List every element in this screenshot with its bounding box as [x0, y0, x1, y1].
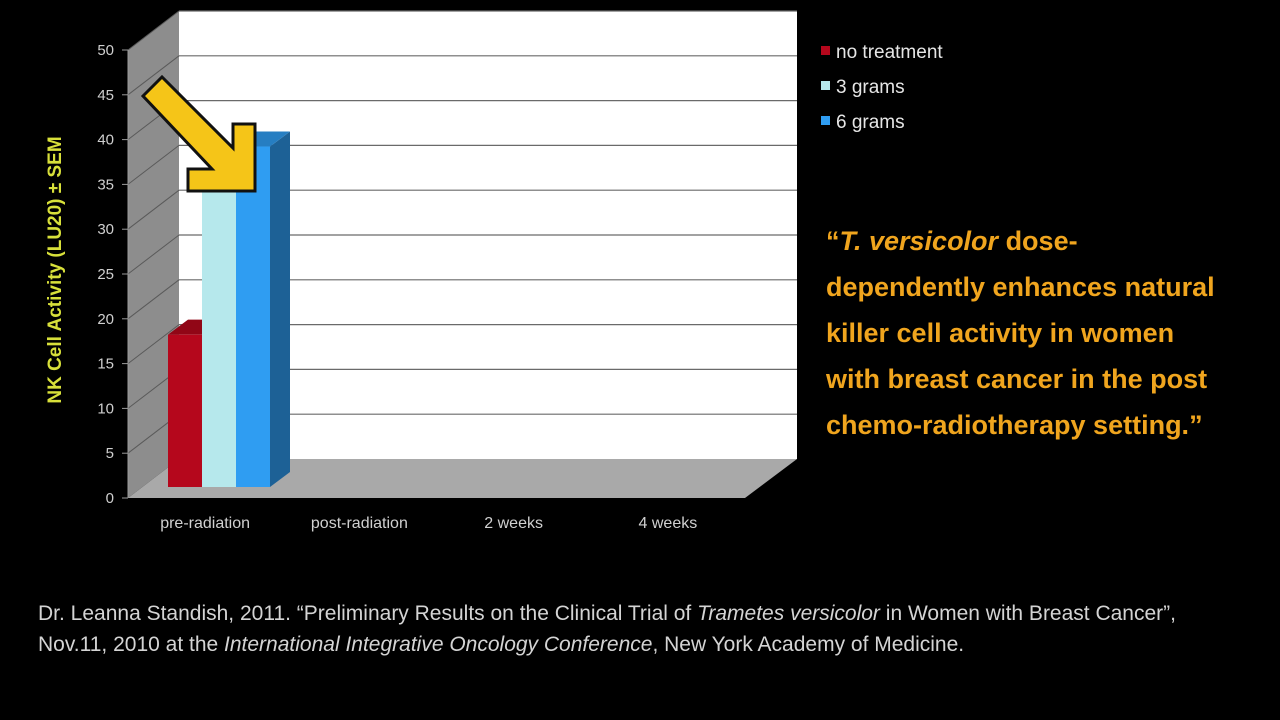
y-axis-label: NK Cell Activity (LU20) ± SEM	[45, 136, 66, 404]
bar-side	[270, 132, 290, 487]
quote-line-5: chemo-radiotherapy setting.”	[826, 410, 1203, 440]
citation-part-2: in Women with Breast Cancer”, Nov.11, 2010 at the	[38, 602, 1176, 656]
citation-trial-name: Trametes versicolor	[697, 602, 880, 625]
legend-swatch	[821, 46, 830, 55]
quote-open-mark: “	[826, 226, 840, 256]
quote-species: T. versicolor	[839, 226, 999, 256]
category-label: post-radiation	[310, 515, 408, 532]
y-tick-label: 45	[97, 86, 114, 104]
y-tick-label: 5	[105, 445, 114, 463]
category-label: 4 weeks	[638, 515, 698, 532]
y-tick-label: 25	[97, 266, 114, 283]
quote-line-4: with breast cancer in the post	[826, 364, 1208, 394]
y-tick-label: 0	[105, 490, 114, 507]
legend-label: 6 grams	[836, 112, 905, 133]
legend-label: 3 grams	[836, 77, 905, 98]
y-tick-label: 10	[97, 400, 114, 418]
quote-line-1-rest: dose-	[998, 226, 1078, 256]
y-tick-label: 15	[97, 355, 114, 373]
bar-6-grams	[236, 147, 270, 487]
legend	[821, 42, 943, 133]
citation-part-3: , New York Academy of Medicine.	[652, 633, 965, 656]
bar-3-grams	[202, 191, 236, 487]
citation-part-1: Dr. Leanna Standish, 2011. “Preliminary Results on the Clinical Trial of	[38, 602, 698, 625]
citation	[38, 598, 1248, 660]
y-axis-ticks	[97, 42, 128, 507]
y-tick-label: 35	[97, 176, 114, 194]
y-tick-label: 30	[97, 221, 114, 239]
legend-label: no treatment	[836, 42, 943, 63]
quote-line-3: killer cell activity in women	[826, 318, 1175, 348]
citation-conference: International Integrative Oncology Conference	[224, 633, 653, 656]
quote-line-2: dependently enhances natural	[826, 272, 1215, 302]
y-tick-label: 40	[97, 131, 114, 149]
category-label: 2 weeks	[484, 515, 543, 532]
y-tick-label: 50	[97, 42, 114, 59]
legend-swatch	[821, 81, 830, 90]
y-tick-label: 20	[97, 310, 114, 328]
legend-swatch	[821, 116, 830, 125]
category-label: pre-radiation	[160, 515, 251, 532]
bar-no-treatment	[168, 335, 202, 487]
quote-block	[826, 218, 1280, 448]
x-axis-categories	[160, 515, 697, 532]
quote-line-1	[826, 218, 1280, 264]
